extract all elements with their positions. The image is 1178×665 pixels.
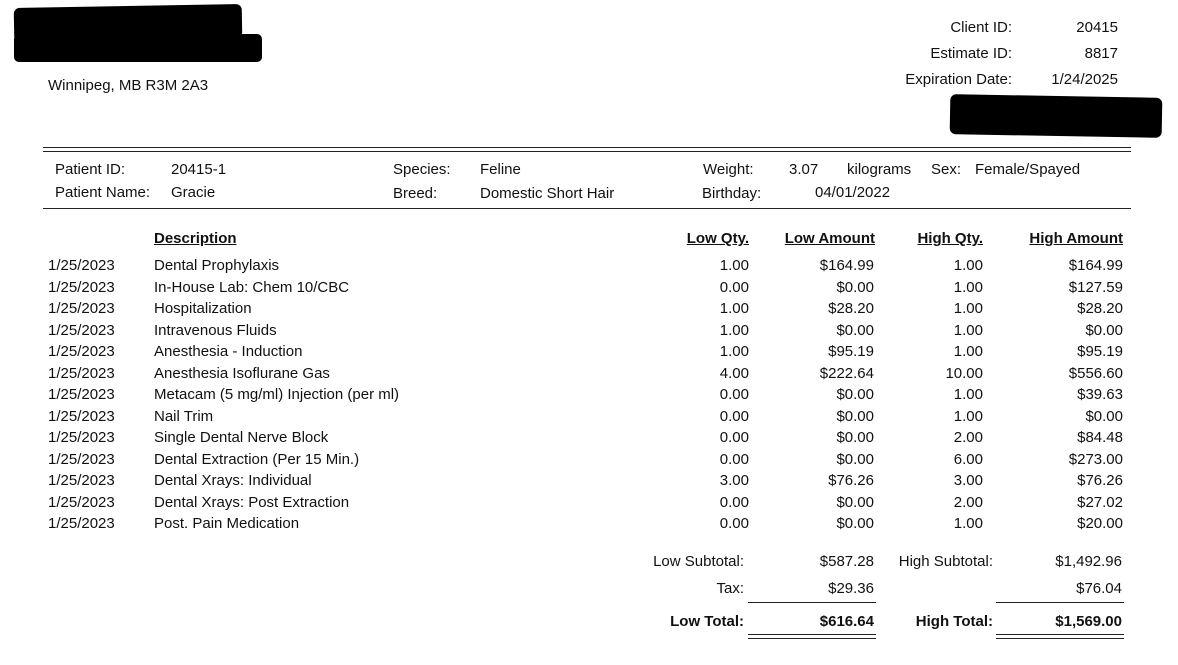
item-low-qty: 4.00 <box>719 364 749 382</box>
item-high-amount: $273.00 <box>1068 450 1123 468</box>
client-id-label: Client ID: <box>950 19 1012 36</box>
birthday-value: 04/01/2022 <box>815 184 891 201</box>
item-low-amount: $0.00 <box>836 450 874 468</box>
weight-label: Weight: <box>703 161 754 178</box>
item-description: Anesthesia - Induction <box>154 343 303 360</box>
item-low-amount: $164.99 <box>819 257 874 274</box>
item-low-amount: $28.20 <box>828 300 874 317</box>
item-high-qty: 1.00 <box>953 386 983 403</box>
high-subtotal-label: High Subtotal: <box>898 553 993 570</box>
item-date: 1/25/2023 <box>48 472 115 489</box>
item-high-amount: $0.00 <box>1085 321 1123 339</box>
item-high-qty: 10.00 <box>945 364 983 382</box>
item-description: Dental Xrays: Post Extraction <box>154 493 350 511</box>
item-date: 1/25/2023 <box>48 364 115 382</box>
redacted-client-info <box>950 94 1163 138</box>
item-date: 1/25/2023 <box>48 407 115 425</box>
item-low-qty: 0.00 <box>719 515 749 532</box>
item-date: 1/25/2023 <box>48 493 115 511</box>
sex-value: Female/Spayed <box>975 161 1081 178</box>
item-high-amount: $127.59 <box>1068 278 1123 296</box>
item-date: 1/25/2023 <box>48 257 115 274</box>
item-low-amount: $95.19 <box>828 343 874 360</box>
estimate-id-value: 8817 <box>1084 45 1118 62</box>
item-low-amount: $0.00 <box>836 429 874 446</box>
table-row <box>0 343 1178 364</box>
table-row <box>0 386 1178 407</box>
estimate-id-label: Estimate ID: <box>930 45 1012 62</box>
redacted-clinic-address <box>14 34 262 62</box>
patient-name-label: Patient Name: <box>55 184 151 201</box>
item-date: 1/25/2023 <box>48 515 115 532</box>
item-description: Single Dental Nerve Block <box>154 429 329 446</box>
item-high-qty: 2.00 <box>953 493 983 511</box>
item-low-amount: $0.00 <box>836 493 874 511</box>
item-date: 1/25/2023 <box>48 429 115 446</box>
table-row <box>0 300 1178 321</box>
item-low-amount: $0.00 <box>836 386 874 403</box>
low-subtotal-label: Low Subtotal: <box>653 553 744 570</box>
header-high-amount: High Amount <box>1029 230 1123 247</box>
item-low-qty: 0.00 <box>719 450 749 468</box>
table-row <box>0 494 1178 515</box>
breed-label: Breed: <box>393 185 438 202</box>
item-date: 1/25/2023 <box>48 386 115 403</box>
item-high-qty: 1.00 <box>953 278 983 296</box>
item-description: In-House Lab: Chem 10/CBC <box>154 278 350 296</box>
high-total-top-rule <box>996 602 1124 603</box>
table-row <box>0 322 1178 343</box>
item-high-amount: $84.48 <box>1077 429 1123 446</box>
item-high-amount: $164.99 <box>1068 257 1123 274</box>
item-high-amount: $0.00 <box>1085 407 1123 425</box>
item-date: 1/25/2023 <box>48 343 115 360</box>
item-description: Post. Pain Medication <box>154 515 300 532</box>
item-description: Dental Xrays: Individual <box>154 472 312 489</box>
weight-value: 3.07 <box>789 161 819 178</box>
patient-section-top-rule <box>43 147 1131 152</box>
item-description: Intravenous Fluids <box>154 321 277 339</box>
table-row <box>0 365 1178 386</box>
item-description: Nail Trim <box>154 407 214 425</box>
item-high-qty: 1.00 <box>953 321 983 339</box>
item-high-qty: 1.00 <box>953 515 983 532</box>
item-low-amount: $222.64 <box>819 364 874 382</box>
item-high-qty: 3.00 <box>953 472 983 489</box>
item-low-qty: 1.00 <box>719 257 749 274</box>
breed-value: Domestic Short Hair <box>480 185 615 202</box>
table-row <box>0 279 1178 300</box>
tax-label: Tax: <box>716 580 744 597</box>
item-description: Anesthesia Isoflurane Gas <box>154 364 330 382</box>
species-label: Species: <box>393 161 451 178</box>
low-total-value: $616.64 <box>819 613 874 630</box>
item-description: Dental Extraction (Per 15 Min.) <box>154 450 360 468</box>
patient-section-bottom-rule <box>43 208 1131 209</box>
item-description: Metacam (5 mg/ml) Injection (per ml) <box>154 386 400 403</box>
item-date: 1/25/2023 <box>48 321 115 339</box>
item-low-amount: $0.00 <box>836 278 874 296</box>
item-date: 1/25/2023 <box>48 278 115 296</box>
species-value: Feline <box>480 161 521 178</box>
high-tax-value: $76.04 <box>1076 580 1122 597</box>
high-total-label: High Total: <box>915 613 993 630</box>
table-row <box>0 408 1178 429</box>
item-low-qty: 1.00 <box>719 321 749 339</box>
header-description: Description <box>154 230 237 247</box>
item-low-qty: 0.00 <box>719 493 749 511</box>
low-subtotal-value: $587.28 <box>819 553 874 570</box>
item-description: Hospitalization <box>154 300 252 317</box>
item-description: Dental Prophylaxis <box>154 257 280 274</box>
item-high-qty: 1.00 <box>953 257 983 274</box>
item-high-amount: $28.20 <box>1077 300 1123 317</box>
item-low-qty: 3.00 <box>719 472 749 489</box>
item-high-amount: $27.02 <box>1077 493 1123 511</box>
clinic-city-line: Winnipeg, MB R3M 2A3 <box>48 77 209 94</box>
patient-id-label: Patient ID: <box>55 161 126 178</box>
table-row <box>0 472 1178 493</box>
client-id-value: 20415 <box>1076 19 1118 36</box>
low-tax-value: $29.36 <box>828 580 874 597</box>
item-low-amount: $0.00 <box>836 321 874 339</box>
patient-id-value: 20415-1 <box>171 161 227 178</box>
item-low-qty: 0.00 <box>719 407 749 425</box>
high-total-bottom-rule <box>996 634 1124 639</box>
patient-name-value: Gracie <box>171 184 216 201</box>
table-row <box>0 257 1178 278</box>
high-subtotal-value: $1,492.96 <box>1055 553 1122 570</box>
sex-label: Sex: <box>931 161 962 178</box>
item-high-amount: $39.63 <box>1077 386 1123 403</box>
item-low-qty: 1.00 <box>719 300 749 317</box>
expiration-date-label: Expiration Date: <box>905 71 1012 88</box>
item-high-amount: $95.19 <box>1077 343 1123 360</box>
item-date: 1/25/2023 <box>48 300 115 317</box>
expiration-date-value: 1/24/2025 <box>1051 71 1118 88</box>
item-high-amount: $76.26 <box>1077 472 1123 489</box>
item-low-qty: 0.00 <box>719 429 749 446</box>
item-high-qty: 1.00 <box>953 407 983 425</box>
birthday-label: Birthday: <box>702 185 762 202</box>
header-high-qty: High Qty. <box>917 230 983 247</box>
item-low-qty: 0.00 <box>719 386 749 403</box>
table-row <box>0 429 1178 450</box>
item-low-amount: $0.00 <box>836 407 874 425</box>
item-low-qty: 0.00 <box>719 278 749 296</box>
item-date: 1/25/2023 <box>48 450 115 468</box>
item-low-amount: $0.00 <box>836 515 874 532</box>
item-low-qty: 1.00 <box>719 343 749 360</box>
header-low-qty: Low Qty. <box>686 230 749 247</box>
low-total-bottom-rule <box>748 634 876 639</box>
header-low-amount: Low Amount <box>784 230 875 247</box>
low-total-label: Low Total: <box>670 613 744 630</box>
weight-unit: kilograms <box>847 161 912 178</box>
low-total-top-rule <box>748 602 876 603</box>
table-row <box>0 451 1178 472</box>
item-high-qty: 2.00 <box>953 429 983 446</box>
item-low-amount: $76.26 <box>828 472 874 489</box>
item-high-qty: 1.00 <box>953 343 983 360</box>
item-high-amount: $556.60 <box>1068 364 1123 382</box>
table-row <box>0 515 1178 536</box>
item-high-qty: 6.00 <box>953 450 983 468</box>
item-high-qty: 1.00 <box>953 300 983 317</box>
item-high-amount: $20.00 <box>1077 515 1123 532</box>
high-total-value: $1,569.00 <box>1055 613 1122 630</box>
